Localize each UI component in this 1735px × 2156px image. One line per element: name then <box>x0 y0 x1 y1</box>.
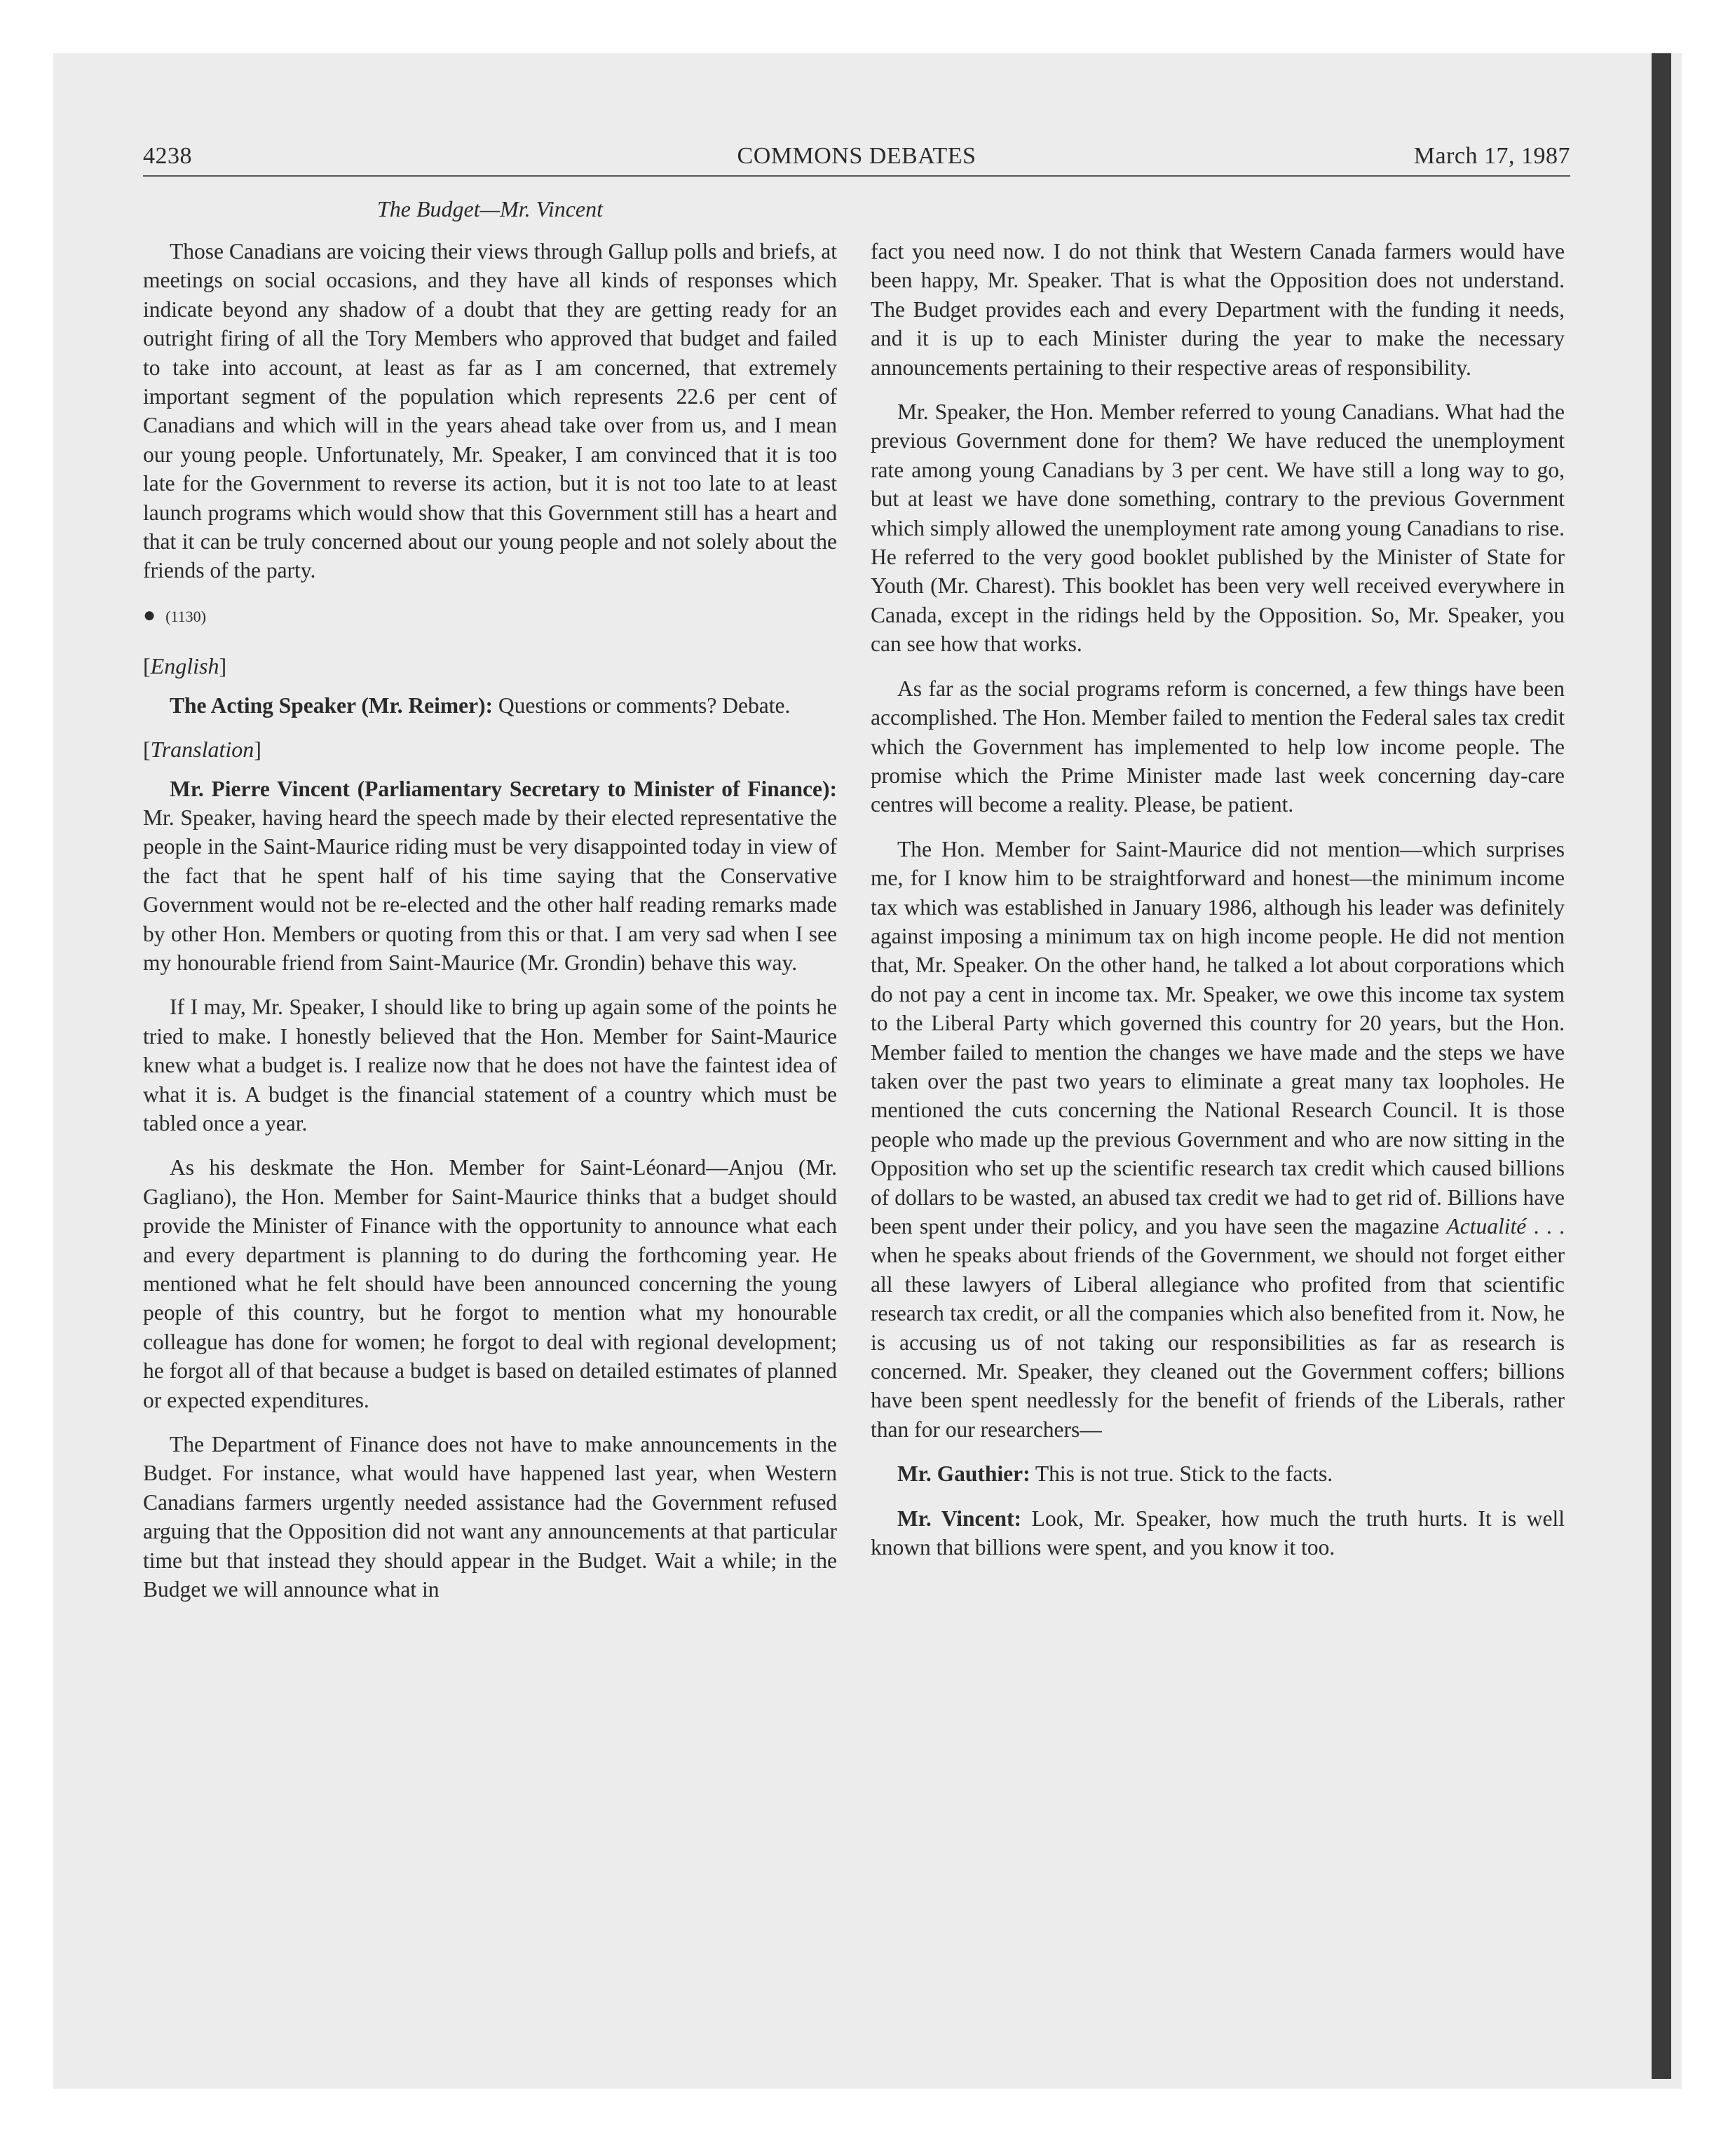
publication-title: COMMONS DEBATES <box>737 143 977 169</box>
paragraph: The Hon. Member for Saint-Maurice did not mention—which surprises me, for I know him to be straightforward and honest—the minimum income tax which was established in January 1986, although his leader was definitely against imposing a minimum tax on high income people. He did not mention that, Mr. Speaker. On the other hand, he talked a lot about corporations which do not pay a cent in income tax. Mr. Speaker, we owe this income tax system to the Liberal Party which governed this country for 20 years, but the Hon. Member failed to mention the changes we have made and the steps we have taken over the past two years to eliminate a great many tax loopholes. He mentioned the cuts concerning the National Research Council. It is those people who made up the previous Government and who are now sitting in the Opposition who set up the scientific research tax credit which caused billions of dollars to be wasted, an abused tax credit we had to get rid of. Billions have been spent under their policy, and you have seen the magazine Actualité . . . when he speaks about friends of the Government, we should not forget either all these lawyers of Liberal allegiance who profited from that scientific research tax credit, or all the companies which also benefited from it. Now, he is accusing us of not taking our responsibilities as far as research is concerned. Mr. Speaker, they cleaned out the Government coffers; billions have been spent needlessly for the benefit of friends of the Liberals, rather than for our researchers— <box>871 836 1565 1442</box>
publication-date: March 17, 1987 <box>1413 143 1570 169</box>
magazine-title: Actualité <box>1446 1214 1527 1239</box>
speech-paragraph: Mr. Vincent: Look, Mr. Speaker, how much the truth hurts. It is well known that billions were spent, and you know it too. <box>871 1506 1565 1560</box>
speech-paragraph: Mr. Gauthier: This is not true. Stick to the facts. <box>897 1461 1333 1487</box>
time-marker: ● (1130) <box>143 603 206 627</box>
left-column <box>143 237 837 1619</box>
page-number: 4238 <box>143 143 192 169</box>
right-column <box>871 237 1565 1577</box>
language-label: [English] <box>143 653 227 679</box>
paragraph: fact you need now. I do not think that Western Canada farmers would have been happy, Mr. Speaker. That is what the Opposition does not understand. The Budget provides each and every Department with the funding it needs, and it is up to each Minister during the year to make the necessary announcements pertaining to their respective areas of responsibility. <box>871 239 1565 380</box>
language-label: [Translation] <box>143 737 261 763</box>
paragraph: Mr. Speaker, the Hon. Member referred to young Canadians. What had the previous Government done for them? We have reduced the unemployment rate among young Canadians by 3 per cent. We have still a long way to go, but at least we have done something, contrary to the previous Government which simply allowed the unemployment rate among young Canadians to rise. He referred to the very good booklet published by the Minister of State for Youth (Mr. Charest). This booklet has been very well received everywhere in Canada, except in the ridings held by the Opposition. So, Mr. Speaker, you can see how that works. <box>871 400 1565 657</box>
speaker-name: Mr. Vincent: <box>897 1506 1022 1531</box>
scan-edge-shadow <box>1652 53 1671 2079</box>
paragraph: As his deskmate the Hon. Member for Saint-Léonard—Anjou (Mr. Gagliano), the Hon. Member for Saint-Maurice thinks that a budget should provide the Minister of Finance with the opportunity to announce what each and every department is planning to do during the forthcoming year. He mentioned what he felt should have been announced concerning the young people of this country, but he forgot to mention what my honourable colleague has done for women; he forgot to deal with regional development; he forgot all of that because a budget is based on detailed estimates of planned or expected expenditures. <box>143 1155 837 1412</box>
bullet-icon: ● <box>143 603 156 627</box>
paragraph: As far as the social programs reform is concerned, a few things have been accomplished. The Hon. Member failed to mention the Federal sales tax credit which the Government has implemented to help low income people. The promise which the Prime Minister made last week concerning day-care centres will become a reality. Please, be patient. <box>871 676 1565 817</box>
paragraph: Those Canadians are voicing their views through Gallup polls and briefs, at meetings on social occasions, and they have all kinds of responses which indicate beyond any shadow of a doubt that they are getting ready for an outright firing of all the Tory Members who approved that budget and failed to take into account, at least as far as I am concerned, that extremely important segment of the population which represents 22.6 per cent of Canadians and which will in the years ahead take over from us, and I mean our young people. Unfortunately, Mr. Speaker, I am convinced that it is too late for the Government to reverse its action, but it is not too late to at least launch programs which would show that this Government still has a heart and that it can be truly concerned about our young people and not solely about the friends of the party. <box>143 239 837 583</box>
running-head: The Budget—Mr. Vincent <box>376 196 603 221</box>
page-header <box>143 140 1570 177</box>
paragraph: If I may, Mr. Speaker, I should like to bring up again some of the points he tried to make. I honestly believed that the Hon. Member for Saint-Maurice knew what a budget is. I realize now that he does not have the faintest idea of what it is. A budget is the financial statement of a country which must be tabled once a year. <box>143 995 837 1135</box>
paragraph: The Department of Finance does not have to make announcements in the Budget. For instance, what would have happened last year, when Western Canadians farmers urgently needed assistance had the Government refused arguing that the Opposition did not want any announcements at that particular time but that instead they should appear in the Budget. Wait a while; in the Budget we will announce what in <box>143 1432 837 1602</box>
speaker-name: Mr. Pierre Vincent (Parliamentary Secretary to Minister of Finance): <box>170 776 837 801</box>
speaker-name: The Acting Speaker (Mr. Reimer): <box>170 692 494 718</box>
speech-paragraph: Mr. Pierre Vincent (Parliamentary Secretary to Minister of Finance): Mr. Speaker, having heard the speech made by their elected representative the people in the Saint-Maurice riding must be very disappointed today in view of the fact that he spent half of his time saying that the Conservative Government would not be re-elected and the other half reading remarks made by other Hon. Members or quoting from this or that. I am very sad when I see my honourable friend from Saint-Maurice (Mr. Grondin) behave this way. <box>143 776 837 975</box>
speaker-name: Mr. Gauthier: <box>897 1461 1030 1487</box>
speech-paragraph: The Acting Speaker (Mr. Reimer): Questions or comments? Debate. <box>170 692 791 718</box>
